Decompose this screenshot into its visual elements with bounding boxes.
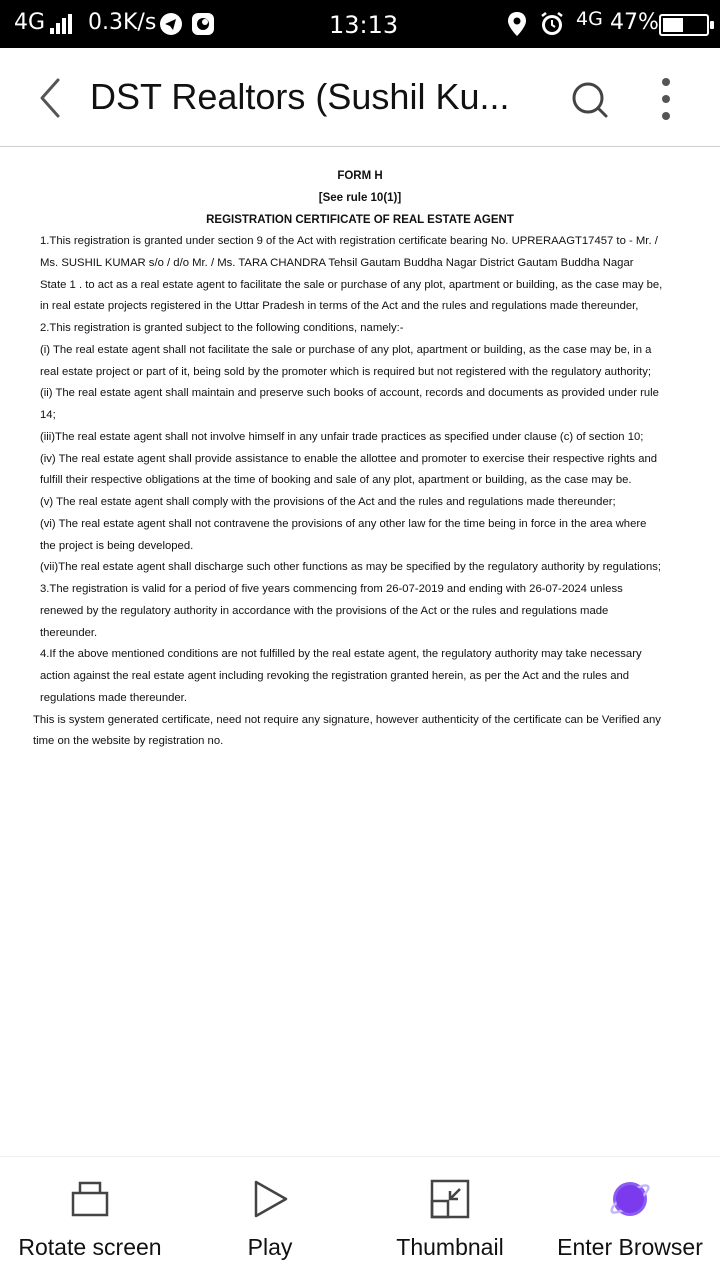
rotate-screen-icon (70, 1179, 110, 1219)
rule-reference: [See rule 10(1)] (318, 192, 402, 204)
document-line: 3.The registration is valid for a period of five years commencing from 26-07-2019 and ending with 26-07-2024 unless (40, 583, 623, 595)
back-button[interactable] (26, 72, 74, 124)
document-line: (iii)The real estate agent shall not involve himself in any unfair trade practices as specified under clause (c) of section 10; (40, 430, 644, 443)
enter-browser-label: Enter Browser (557, 1234, 703, 1260)
rotate-screen-button[interactable] (0, 1157, 180, 1280)
document-line: (vi) The real estate agent shall not contravene the provisions of any other law for the time being in force in the area where (40, 517, 647, 530)
browser-planet-icon (610, 1179, 650, 1219)
play-button[interactable] (180, 1157, 360, 1280)
play-label: Play (247, 1234, 293, 1260)
document-line: 2.This registration is granted subject to the following conditions, namely:- (40, 322, 404, 334)
document-line: 14; (40, 409, 56, 421)
certificate-title: REGISTRATION CERTIFICATE OF REAL ESTATE AGENT (206, 214, 514, 226)
document-line: 4.If the above mentioned conditions are not fulfilled by the real estate agent, the regulatory authority may take necessary (40, 648, 642, 661)
status-bar (0, 0, 720, 48)
document-line: renewed by the regulatory authority in accordance with the provisions of the Act or the rules and regulations made (40, 604, 609, 617)
document-line: 1.This registration is granted under section 9 of the Act with registration certificate bearing No. UPRERAAGT17457 to - Mr. / (40, 235, 658, 247)
document-line: the project is being developed. (40, 539, 194, 552)
document-line: Ms. SUSHIL KUMAR s/o / d/o Mr. / Ms. TARA CHANDRA Tehsil Gautam Buddha Nagar District Gautam Buddha Nagar (40, 256, 634, 269)
play-icon (250, 1179, 290, 1219)
alarm-icon (539, 11, 565, 37)
document-line: fulfill their respective obligations at the time of booking and sale of any plot, apartment or building, as the case may be. (40, 474, 632, 487)
document-line: (v) The real estate agent shall comply with the provisions of the Act and the rules and regulations made thereunder; (40, 496, 616, 508)
battery-percent: 47% (610, 10, 659, 35)
battery-icon (659, 14, 709, 36)
document-line: time on the website by registration no. (33, 735, 224, 748)
bottom-toolbar (0, 1156, 720, 1280)
form-title: FORM H (337, 170, 383, 182)
document-line: action against the real estate agent including revoking the registration granted herein, as per the Act and the rules and (40, 670, 630, 682)
thumbnail-icon (430, 1179, 470, 1219)
document-line: (vii)The real estate agent shall discharge such other functions as may be specified by the regulatory authority by regulations; (40, 561, 662, 574)
more-options-button[interactable] (648, 74, 684, 124)
document-line: regulations made thereunder. (40, 691, 187, 704)
clock: 13:13 (329, 11, 399, 39)
document-line: (ii) The real estate agent shall maintain and preserve such books of account, records and documents as provided under rule (40, 387, 659, 400)
app-bar (0, 48, 720, 147)
document-line: State 1 . to act as a real estate agent to facilitate the sale or purchase of any plot, apartment or building, as the case may be, (40, 278, 663, 291)
app-notification-icon (191, 12, 215, 36)
enter-browser-button[interactable] (540, 1157, 720, 1280)
signal-bars-icon (50, 14, 74, 34)
page-title: DST Realtors (Sushil Ku... (90, 76, 510, 117)
document-line: thereunder. (40, 626, 98, 639)
document-line: in real estate projects registered in the Uttar Pradesh in terms of the Act and the rules and regulations made thereunder, (40, 300, 639, 313)
telegram-icon (159, 12, 183, 36)
document-line: This is system generated certificate, need not require any signature, however authenticity of the certificate can be Verified any (33, 713, 661, 726)
network-label: 4G (14, 10, 46, 35)
thumbnail-button[interactable] (360, 1157, 540, 1280)
document-line: real estate project or part of it, being sold by the promoter which is required but not registered with the regulatory authority; (40, 365, 651, 378)
document-line: (i) The real estate agent shall not facilitate the sale or purchase of any plot, apartment or building, as the case may be, in a (40, 343, 652, 356)
network-speed: 0.3K/s (88, 10, 157, 35)
location-icon (506, 11, 528, 37)
thumbnail-label: Thumbnail (396, 1234, 504, 1260)
document-line: (iv) The real estate agent shall provide assistance to enable the allottee and promoter to exercise their respective rights and (40, 452, 658, 465)
document-viewer[interactable] (0, 148, 720, 1156)
network-label-2: 4G (576, 8, 603, 30)
search-button[interactable] (566, 76, 612, 122)
rotate-screen-label: Rotate screen (18, 1234, 162, 1260)
battery-fill (663, 18, 683, 32)
